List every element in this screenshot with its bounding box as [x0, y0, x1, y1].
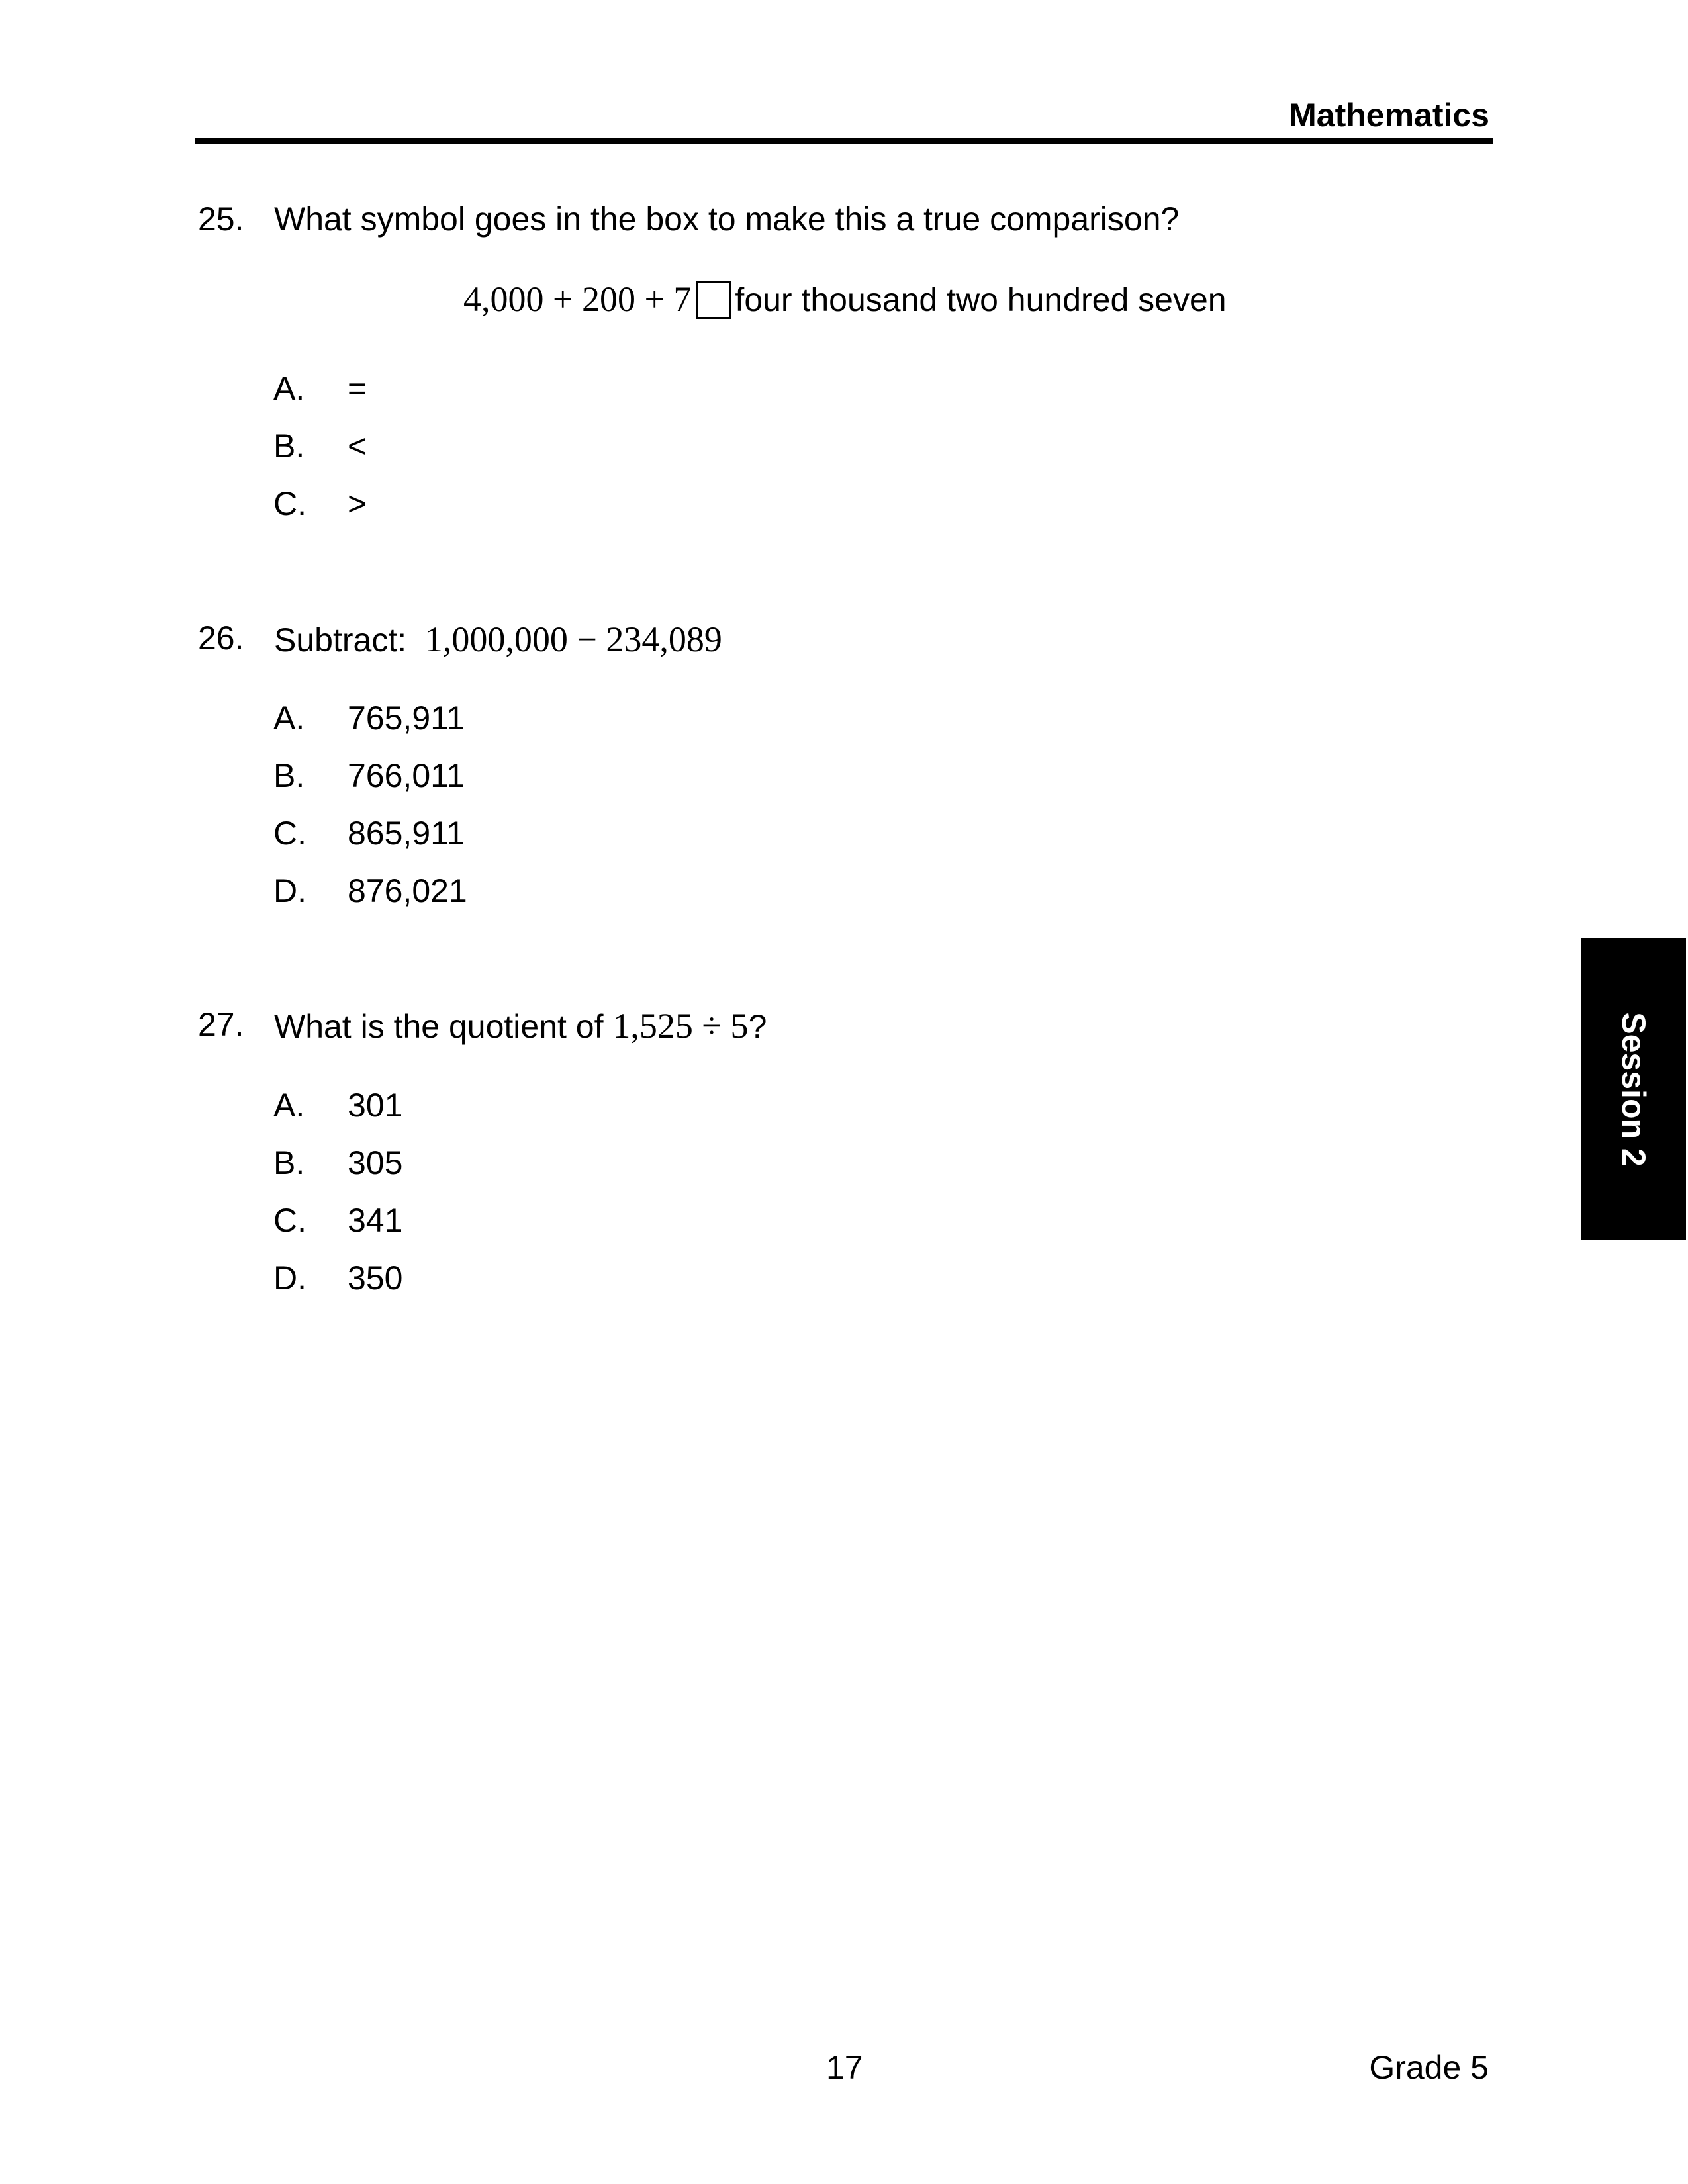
page-number: 17 [826, 2049, 863, 2086]
division-expression: 1,525 ÷ 5 [612, 1006, 749, 1046]
session-tab-label: Session 2 [1615, 1011, 1652, 1167]
comparison-expression [463, 281, 1227, 319]
option-text: 765,911 [348, 700, 465, 737]
option-letter: D. [273, 1259, 306, 1297]
option-text: 341 [348, 1202, 403, 1239]
question-prompt: What symbol goes in the box to make this a true comparison? [274, 201, 1180, 238]
option-text: 766,011 [348, 757, 465, 794]
expression-left: 4,000 + 200 + 7 [463, 279, 692, 319]
grade-label: Grade 5 [1369, 2049, 1489, 2086]
question-number: 26. [198, 619, 244, 657]
option-letter: C. [273, 815, 306, 852]
option-text: 865,911 [348, 815, 465, 852]
option-text: 350 [348, 1259, 403, 1297]
question-number: 27. [198, 1006, 244, 1043]
option-text: > [348, 485, 367, 522]
expression-right: four thousand two hundred seven [735, 281, 1227, 318]
question-prompt-line [274, 1008, 767, 1044]
answer-box [696, 281, 731, 319]
question-prompt-line [274, 621, 722, 657]
subject-title: Mathematics [1289, 97, 1489, 134]
option-letter: B. [273, 428, 305, 465]
question-number: 25. [198, 201, 244, 238]
option-letter: B. [273, 757, 305, 794]
header-divider [195, 138, 1493, 144]
question-prompt: What is the quotient of [274, 1008, 604, 1045]
option-text: 301 [348, 1087, 403, 1124]
option-letter: A. [273, 370, 305, 407]
option-text: < [348, 428, 367, 465]
question-prompt: Subtract: [274, 621, 407, 659]
option-letter: A. [273, 1087, 305, 1124]
option-text: 305 [348, 1144, 403, 1181]
option-letter: D. [273, 872, 306, 909]
question-mark: ? [748, 1008, 767, 1045]
option-letter: B. [273, 1144, 305, 1181]
option-text: = [348, 370, 367, 407]
option-letter: C. [273, 485, 306, 522]
option-text: 876,021 [348, 872, 467, 909]
subtraction-expression: 1,000,000 − 234,089 [424, 619, 722, 659]
option-letter: A. [273, 700, 305, 737]
session-tab [1581, 938, 1686, 1240]
option-letter: C. [273, 1202, 306, 1239]
